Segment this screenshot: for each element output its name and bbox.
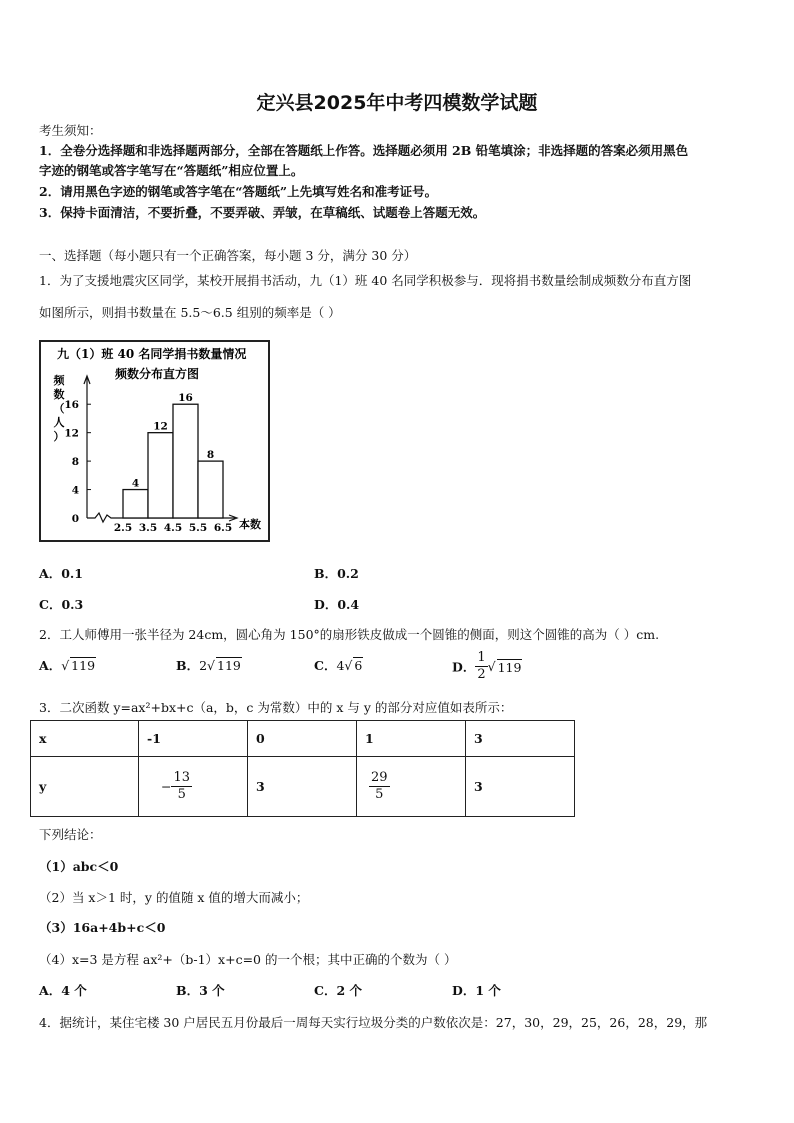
- histogram-chart: [41, 342, 268, 540]
- x-axis-label: 本数: [239, 518, 261, 531]
- y1-denominator: 5: [177, 787, 186, 802]
- question-1-line-2: 如图所示，则捐书数量在 5.5～6.5 组别的频率是（ ）: [39, 305, 341, 320]
- conclusions-heading: 下列结论：: [39, 827, 102, 842]
- conclusion-1: （1）abc＜0: [39, 859, 119, 874]
- x-tick-label: 2.5: [113, 522, 133, 534]
- table-row-y: [31, 757, 575, 817]
- notice-line-2: 2．请用黑色字迹的钢笔或答字笔在“答题纸”上先填写姓名和准考证号。: [39, 184, 438, 199]
- chart-title: 九（1）班 40 名同学捐书数量情况: [57, 347, 247, 361]
- table-cell: y: [31, 757, 139, 817]
- table-cell: -1: [139, 721, 248, 757]
- y3-numerator: 29: [371, 770, 388, 785]
- table-cell: 0: [248, 721, 357, 757]
- notice-line-3: 3．保持卡面清洁，不要折叠，不要弄破、弄皱，在草稿纸、试题卷上答题无效。: [39, 205, 486, 220]
- table-cell: 3: [248, 757, 357, 817]
- y-tick-label: 12: [64, 427, 79, 440]
- q2-option-c-radicand: 6: [354, 658, 363, 673]
- question-4: 4．据统计，某住宅楼 30 户居民五月份最后一周每天实行垃圾分类的户数依次是：27，30，29，25，26，28，29，那: [39, 1015, 708, 1030]
- table-cell: x: [31, 721, 139, 757]
- q2-option-a: A．√ 119: [39, 658, 96, 673]
- bar-value-label: 8: [206, 449, 215, 462]
- q1-option-d: D．0.4: [314, 597, 360, 612]
- histogram-bar: [148, 433, 173, 518]
- q3-option-b: B．3 个: [176, 983, 225, 998]
- q2-option-d: D． $\frac{1}{2}$ √ 119: [452, 650, 522, 682]
- q3-option-c: C．2 个: [314, 983, 362, 998]
- q2-option-a-label: A．: [39, 658, 62, 673]
- y-tick-label: 8: [71, 456, 79, 469]
- q2-option-c-coef: 4: [336, 658, 345, 673]
- q2-option-b-radicand: 119: [217, 658, 241, 673]
- table-row-x: [31, 721, 575, 757]
- question-3: 3．二次函数 y=ax²+bx+c（a，b，c 为常数）中的 x 与 y 的部分对应值如表所示：: [39, 700, 513, 715]
- x-tick-label: 6.5: [213, 522, 233, 534]
- conclusion-2: （2）当 x＞1 时，y 的值随 x 值的增大而减小；: [39, 890, 309, 905]
- y3-denominator: 5: [375, 787, 384, 802]
- histogram-frame: [39, 340, 270, 542]
- q2-option-a-radicand: 119: [71, 658, 96, 673]
- q2-option-c: C．4√ 6: [314, 658, 363, 673]
- q3-option-d: D．1 个: [452, 983, 501, 998]
- histogram-bar: [123, 490, 148, 518]
- q2-option-c-label: C．: [314, 658, 337, 673]
- x-tick-label: 4.5: [163, 522, 183, 534]
- y1-sign: −: [161, 779, 172, 794]
- q2-option-b-label: B．: [176, 658, 200, 673]
- bar-value-label: 16: [178, 392, 193, 405]
- table-cell-y1: [139, 757, 248, 817]
- q2-option-d-radicand: 119: [497, 659, 522, 675]
- notice-line-1a: 1．全卷分选择题和非选择题两部分，全部在答题纸上作答。选择题必须用 2B 铅笔填涂；非选择题的答案必须用黑色: [39, 143, 689, 158]
- table-cell: 3: [466, 757, 575, 817]
- q2-option-b-coef: 2: [199, 658, 208, 673]
- y-tick-label: 16: [64, 399, 79, 412]
- y-tick-label: 0: [71, 513, 79, 525]
- conclusion-3: （3）16a+4b+c＜0: [39, 920, 166, 935]
- y-axis-label-char: 人: [53, 416, 65, 429]
- bar-value-label: 4: [131, 477, 140, 490]
- bar-value-label: 12: [153, 420, 168, 433]
- q3-option-a: A．4 个: [39, 983, 87, 998]
- chart-subtitle: 频数分布直方图: [115, 367, 200, 381]
- table-cell-y3: [357, 757, 466, 817]
- q2-option-d-label: D．: [452, 659, 476, 675]
- q2-option-b: B．2√ 119: [176, 658, 241, 673]
- y-tick-label: 4: [71, 484, 79, 497]
- q1-option-c: C．0.3: [39, 597, 84, 612]
- y-axis-label-char: 数: [53, 388, 65, 401]
- y-axis-label-char: （: [53, 402, 65, 415]
- table-cell: 3: [466, 721, 575, 757]
- section-heading: 一、选择题（每小题只有一个正确答案，每小题 3 分，满分 30 分）: [39, 248, 417, 263]
- page-title: 定兴县2025年中考四模数学试题: [256, 92, 538, 114]
- q2-option-d-numerator: 1: [477, 650, 486, 665]
- notice-line-1b: 字迹的钢笔或答字笔写在“答题纸”相应位置上。: [39, 163, 304, 178]
- conclusion-4: （4）x=3 是方程 ax²+（b-1）x+c=0 的一个根；其中正确的个数为（ ）: [39, 952, 457, 967]
- value-table: [30, 720, 575, 817]
- question-2: 2．工人师傅用一张半径为 24cm，圆心角为 150°的扇形铁皮做成一个圆锥的侧面，则这个圆锥的高为（ ）cm.: [39, 627, 660, 642]
- x-tick-label: 3.5: [138, 522, 158, 534]
- y-axis-label-char: 频: [53, 374, 65, 387]
- q1-option-a: A．0.1: [39, 566, 83, 581]
- histogram-bar: [173, 404, 198, 518]
- notice-heading: 考生须知：: [39, 123, 102, 138]
- y-axis-label-char: ）: [53, 430, 65, 443]
- x-tick-label: 5.5: [188, 522, 208, 534]
- y1-numerator: 13: [173, 770, 191, 785]
- histogram-bar: [198, 461, 223, 518]
- question-1-line-1: 1．为了支援地震灾区同学，某校开展捐书活动，九（1）班 40 名同学积极参与．现将捐书数量绘制成频数分布直方图: [39, 273, 692, 288]
- table-cell: 1: [357, 721, 466, 757]
- q2-option-d-denominator: 2: [477, 667, 486, 682]
- bars: [123, 392, 223, 518]
- q1-option-b: B．0.2: [314, 566, 359, 581]
